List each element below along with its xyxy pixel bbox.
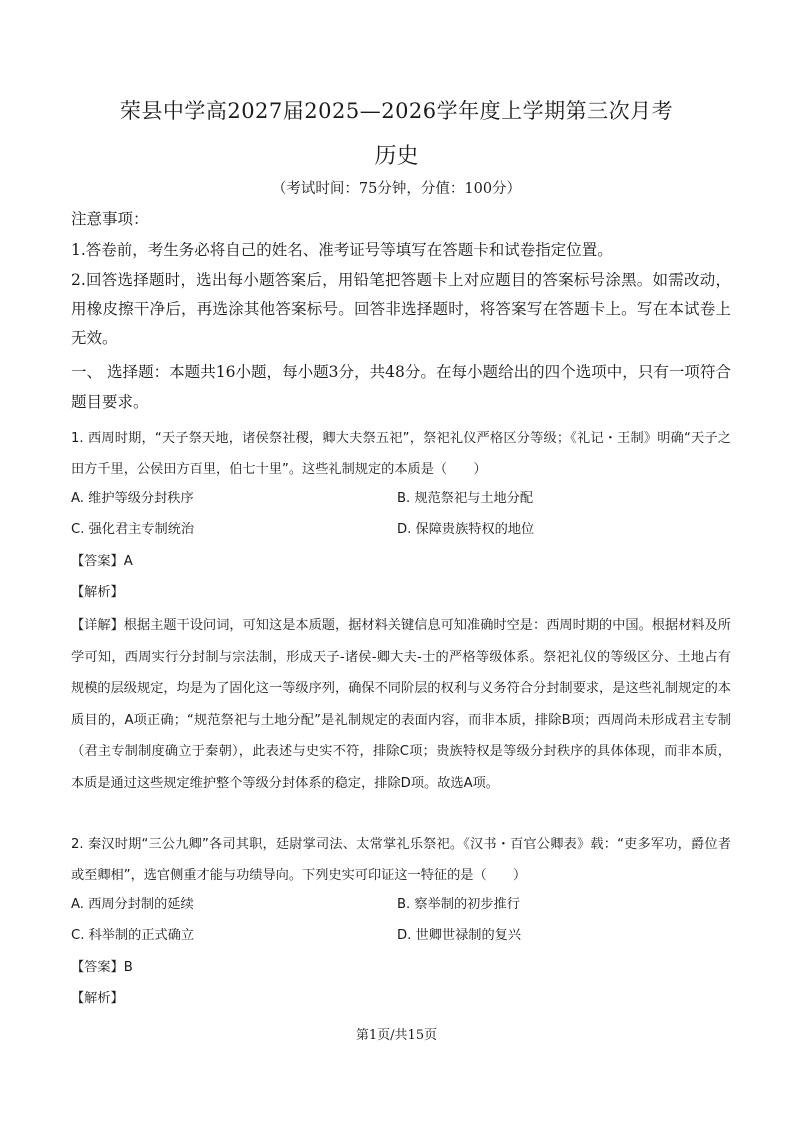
notes-item-2: 2.回答选择题时，选出每小题答案后，用铅笔把答题卡上对应题目的答案标号涂黑。如需改动，用橡皮擦干净后，再选涂其他答案标号。回答非选择题时，将答案写在答题卡上。写在本试卷上无效。	[71, 271, 731, 347]
question-2-option-a: A. 西周分封制的延续	[71, 897, 194, 912]
question-1-answer: 【答案】A	[71, 554, 133, 569]
question-1-option-d: D. 保障贵族特权的地位	[397, 522, 535, 537]
question-1-stem: 1. 西周时期，“天子祭天地，诸侯祭社稷，卿大夫祭五祀”，祭祀礼仪严格区分等级；《礼记・王制》明确“天子之田方千里，公侯田方百里，伯七十里”。这些礼制规定的本质是（ ）	[71, 431, 731, 477]
section-intro: 一、 选择题：本题共16小题，每小题3分，共48分。在每小题给出的四个选项中，只有一项符合题目要求。	[71, 363, 731, 411]
question-2-option-b: B. 察举制的初步推行	[397, 897, 520, 912]
notes-item-1: 1.答卷前，考生务必将自己的姓名、准考证号等填写在答题卡和试卷指定位置。	[71, 241, 613, 259]
exam-info: （考试时间：75分钟，分值：100分）	[271, 181, 522, 197]
question-1-detail: 【详解】根据主题干设问词，可知这是本质题，据材料关键信息可知准确时空是：西周时期的中国。根据材料及所学可知，西周实行分封制与宗法制，形成天子-诸侯-卿大夫-士的严格等级体系。祭祀礼仪的等级区分、土地占有规模的层级规定，均是为了固化这一等级序列，确保不同阶层的权利与义务符合分封制要求，是这些礼制规定的本质目的，A项正确；“规范祭祀与土地分配”是礼制规定的表面内容，而非本质，排除B项；西周尚未形成君主专制（君主专制制度确立于秦朝），此表述与史实不符，排除C项；贵族特权是等级分封秩序的具体体现，而非本质，本质是通过这些规定维护整个等级分封体系的稳定，排除D项。故选A项。	[71, 618, 731, 791]
question-1-option-a: A. 维护等级分封秩序	[71, 491, 194, 506]
question-2-answer: 【答案】B	[71, 960, 133, 975]
exam-title: 荣县中学高2027届2025—2026学年度上学期第三次月考	[119, 99, 674, 123]
question-1-analysis-label: 【解析】	[71, 585, 124, 600]
question-1-option-c: C. 强化君主专制统治	[71, 522, 195, 537]
question-2-analysis-label: 【解析】	[71, 991, 124, 1006]
question-1-option-b: B. 规范祭祀与土地分配	[397, 491, 534, 506]
page-footer: 第1页/共15页	[355, 1028, 438, 1043]
notes-heading: 注意事项：	[71, 210, 149, 228]
question-2-option-d: D. 世卿世禄制的复兴	[397, 928, 522, 943]
subject-title: 历史	[374, 144, 419, 169]
question-2-stem: 2. 秦汉时期“三公九卿”各司其职，廷尉掌司法、太常掌礼乐祭祀。《汉书・百官公卿表》载：“吏多军功，爵位者或至卿相”，选官侧重才能与功绩导向。下列史实可印证这一特征的是（ ）	[71, 837, 731, 883]
question-2-option-c: C. 科举制的正式确立	[71, 928, 195, 943]
